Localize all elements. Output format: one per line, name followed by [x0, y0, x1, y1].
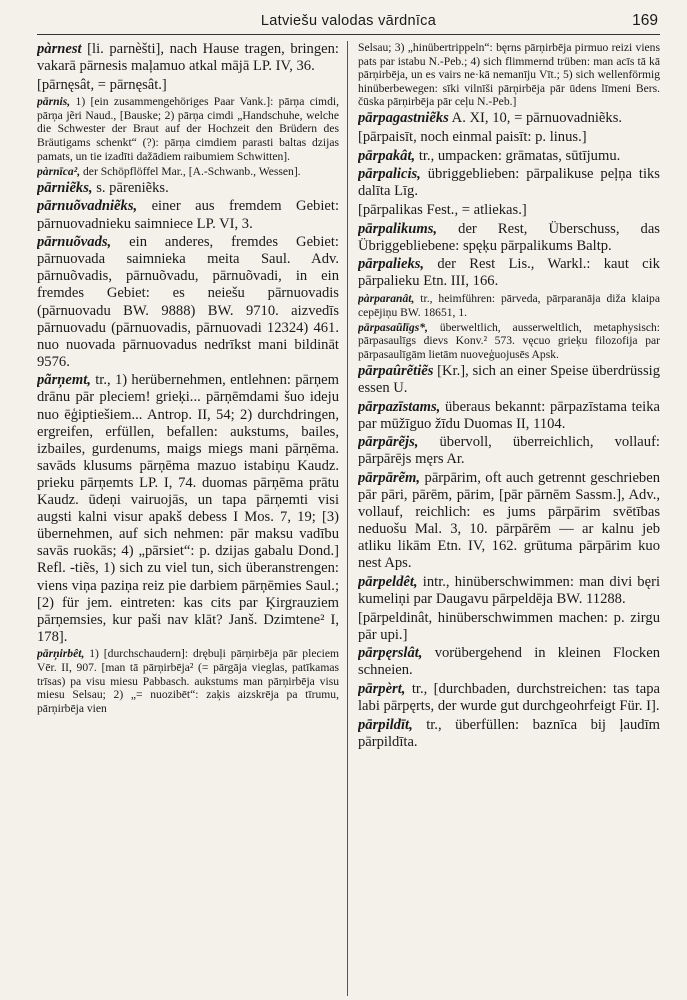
entry-definition: [pārpaisīt, noch einmal paisīt: p. linus.] [358, 129, 587, 146]
entry-definition: übervoll, überreichlich, vollauf: pārpārējs męrs Ar. [358, 434, 660, 468]
entry-definition: tr., [durchbaden, durchstreichen: tas tapa labi pārpęrts, der wurde gut durchgeohrfeigt Für. I]. [358, 681, 660, 715]
entry-headword: pārpalieks, [358, 256, 425, 273]
entry-definition: der Rest, Überschuss, das Übriggebliebene: spęķu pārpalikums Baltp. [358, 220, 660, 254]
dictionary-entry [37, 180, 339, 197]
dictionary-entry [37, 647, 339, 715]
dictionary-entry [358, 292, 660, 319]
dictionary-entry [358, 717, 660, 751]
dictionary-entry [37, 77, 339, 94]
dictionary-entry [358, 221, 660, 255]
entry-headword: pārņirbêt, [37, 647, 85, 661]
entry-headword: pàrnest [37, 41, 82, 57]
entry-headword: pàrparanât, [358, 291, 415, 305]
entry-definition: tr., überfüllen: baznīca bij ļaudīm pārpildīta. [358, 716, 660, 750]
dictionary-entry [358, 202, 660, 219]
entry-definition: tr., 1) herübernehmen, entlehnen: pārņem drānu pār pleciem! grieķi... pārņēmdami šuo ideju nuo ēģiptiešiem... Antrop. II, 54; 2) durchdringen, ergreifen, erfüllen, befallen: aukstums, bailes, izbailes, gurdenums, maigs miegs mani pārņēma. savāds klusums pārņēma mazuo istabiņu Kaudz. prieku pārņemts LP. I, 74. duomas pārņēma prātu Kaudz. ūdeņi vairuojās, un tapa pārņemti visi augsti kalni visur apakš debess I Mos. 7, 19; [3) übernehmen, auf sich nehmen: pār maksu vadību savās ruokās; 4) „pārsiet“: p. dzijas gabalu Dond.] Refl. -tiẽs, 1) sich zu viel tun, sich überanstrengen: viens viņa paziņa reiz pie darbiem pārņēmies Saul.; [2) für jem. eintreten: kas cits par Ķirgrauziem pārņemsies, kur paši nav klāt? Janš. Dzimtene² I, 178]. [37, 372, 339, 645]
dictionary-entry [358, 574, 660, 608]
entry-definition: [Kr.], sich an einer Speise überdrüssig essen U. [358, 362, 660, 396]
entry-headword: pārpārẽm, [358, 469, 421, 486]
page-header [37, 10, 660, 35]
dictionary-entry [358, 363, 660, 397]
dictionary-entry [358, 610, 660, 644]
entry-headword: pàrnīca², [37, 164, 81, 178]
page-number: 169 [632, 12, 658, 29]
entry-definition: tr., umpacken: grāmatas, sūtījumu. [418, 147, 621, 164]
entry-headword: pārpārẽjs, [358, 434, 419, 451]
entry-headword: pārnis, [37, 95, 71, 109]
entry-definition: s. pāreniẽks. [96, 179, 169, 196]
entry-headword: pārpalikums, [358, 220, 438, 237]
entry-definition: ein anderes, fremdes Gebiet: pārnuovada saimnieka meita Saul. Adv. pārnuõvadis, pārnuõvadu, pārnuõvadi, in ein fremdes Gebiet: es neiešu pārnuovadis (pārnuovadu BW. 9888) BW. 9710. aizvedīs pārnuovadu (pārnuovadis, pārnuovadi 12324) 461. nuo nuovada pārnuovadus nedrīkst mani bildināt 9576. [37, 234, 339, 370]
entry-definition: [pārpalikas Fest., = atliekas.] [358, 201, 527, 218]
dictionary-entry [37, 234, 339, 371]
entry-definition: vorübergehend in kleinen Flocken schneien. [358, 645, 660, 679]
dictionary-entry [358, 321, 660, 362]
running-title: Latviešu valodas vārdnīca [260, 13, 437, 29]
dictionary-entry [358, 681, 660, 715]
column-divider [347, 41, 348, 996]
entry-headword: pārpagastniẽks [358, 110, 449, 127]
entry-definition: 1) [ein zusammengehöriges Paar Vank.]: pārņa cimdi, pārņa jẽri Naud., [Bauske; 2) pārņa cimdi „Handschuhe, welche die Schwester der Braut auf der Hochzeit den Brüdern des Bräutigams schenkt“ (?): pārņa cimdiem parasti baltas dzijas pamats, un tie izadīti dažādiem raibumiem Schwitten]. [37, 95, 339, 163]
entry-definition: der Schöpflöffel Mar., [A.-Schwanb., Wessen]. [83, 164, 301, 178]
entry-headword: pārpakât, [358, 147, 416, 164]
dictionary-entry [358, 129, 660, 146]
dictionary-entry [37, 95, 339, 163]
entry-definition: [li. parnèšti], nach Hause tragen, bringen: vakarā pārnesis maļamuo atkal mājā LP. IV, 36. [37, 41, 339, 75]
dictionary-entry [358, 470, 660, 573]
entry-definition: übriggeblieben: pārpalikuse peļņa tiks dalīta Līg. [358, 166, 660, 200]
entry-headword: pārnuõvads, [37, 234, 112, 251]
dictionary-entry [358, 166, 660, 200]
left-column [37, 41, 339, 996]
entry-headword: pārpèrt, [358, 681, 406, 698]
entry-headword: pārpeldêt, [358, 574, 418, 590]
entry-definition: überaus bekannt: pārpazīstama teika par mūžīguo žīdu Duomas II, 1104. [358, 398, 660, 432]
entry-headword: pārpasaũlīgs*, [358, 320, 428, 334]
dictionary-entry [358, 256, 660, 290]
dictionary-entry [358, 399, 660, 433]
entry-headword: pārpaûrẽtiẽs [358, 362, 434, 379]
entry-headword: pārpalicis, [358, 166, 421, 183]
entry-definition: A. XI, 10, = pārnuovadniẽks. [451, 110, 623, 127]
entry-definition: der Rest Lis., Warkl.: kaut cik pārpalieku Etn. III, 166. [358, 256, 660, 290]
dictionary-entry [37, 41, 339, 75]
entry-definition: 1) [durchschaudern]: drębuļi pārņirbēja pār pleciem Vēr. II, 907. [man tā pārņirbēja² (= pārgāja vieglas, patīkamas trīsas) pa visu miesu Pabbasch. aukstums man pārņirbēja visu miesu Selsau; 2) „= nuozibēt“: zaķis aizskrēja pa tīrumu, pārņirbēja vien [37, 647, 339, 715]
dictionary-entry [358, 645, 660, 679]
entry-definition: überweltlich, ausserweltlich, metaphysisch: pārpasaulīgs dievs Konv.² 573. vęcuo grieķu filozofija par pārpasaulīgām lietām nuoveģuojusēs Apsk. [358, 320, 660, 361]
dictionary-entry [358, 434, 660, 468]
entry-headword: pārnuõvadniẽks, [37, 198, 138, 215]
entry-definition: Selsau; 3) „hinübertrippeln“: bęrns pārņirbēja pirmuo reizi viens pats par istabu N.-Peb.; 4) sich flimmernd trüben: man acīs tā kā pārņirbēja, un es vairs ne·kā nemanīju Vīt.; 5) sich wellenförmig hinüberbewegen: sīki vilnīši pārņirbēja pār ūdens līmeni Bers. čūska pārņirbēja pār ceļu N.-Peb.] [358, 41, 660, 109]
entry-headword: pārpazīstams, [358, 398, 441, 415]
entry-definition: tr., heimführen: pārveda, pārparanāja diža klaipa cepējiņu BW. 18651, 1. [358, 291, 660, 319]
dictionary-entry [358, 148, 660, 165]
entry-definition: [pārpeldinât, hinüberschwimmen machen: p. zirgu pār upi.] [358, 609, 660, 643]
dictionary-entry [358, 41, 660, 109]
entry-definition: [pārnęsât, = pārnęsât.] [37, 76, 167, 93]
entry-definition: pārpārim, oft auch getrennt geschrieben pār pāri, pārēm, pārim, [pār pārnēm Sassm.], Adv., vollauf, reichlich: es jums pārpārim svētības neduošu Mal. 3, 10. pārpārēm — ar kalnu jeb atliku likām Etn. IV, 162. grūtuma pārpārim kuo nest Aps. [358, 469, 660, 572]
entry-definition: einer aus fremdem Gebiet: pārnuovadnieku saimniece LP. VI, 3. [37, 198, 339, 232]
entry-headword: pãrņemt, [37, 372, 91, 389]
dictionary-entry [37, 165, 339, 179]
entry-headword: pārpildīt, [358, 716, 413, 733]
entry-headword: pārniẽks, [37, 179, 93, 196]
dictionary-entry [37, 198, 339, 232]
dictionary-entry [37, 372, 339, 646]
right-column [358, 41, 660, 996]
entry-headword: pārpęrslât, [358, 645, 423, 662]
columns [37, 41, 660, 996]
dictionary-entry [358, 110, 660, 127]
entry-definition: intr., hinüberschwimmen: man divi bęri kumeliņi par Daugavu pārpeldēja BW. 11288. [358, 574, 660, 608]
